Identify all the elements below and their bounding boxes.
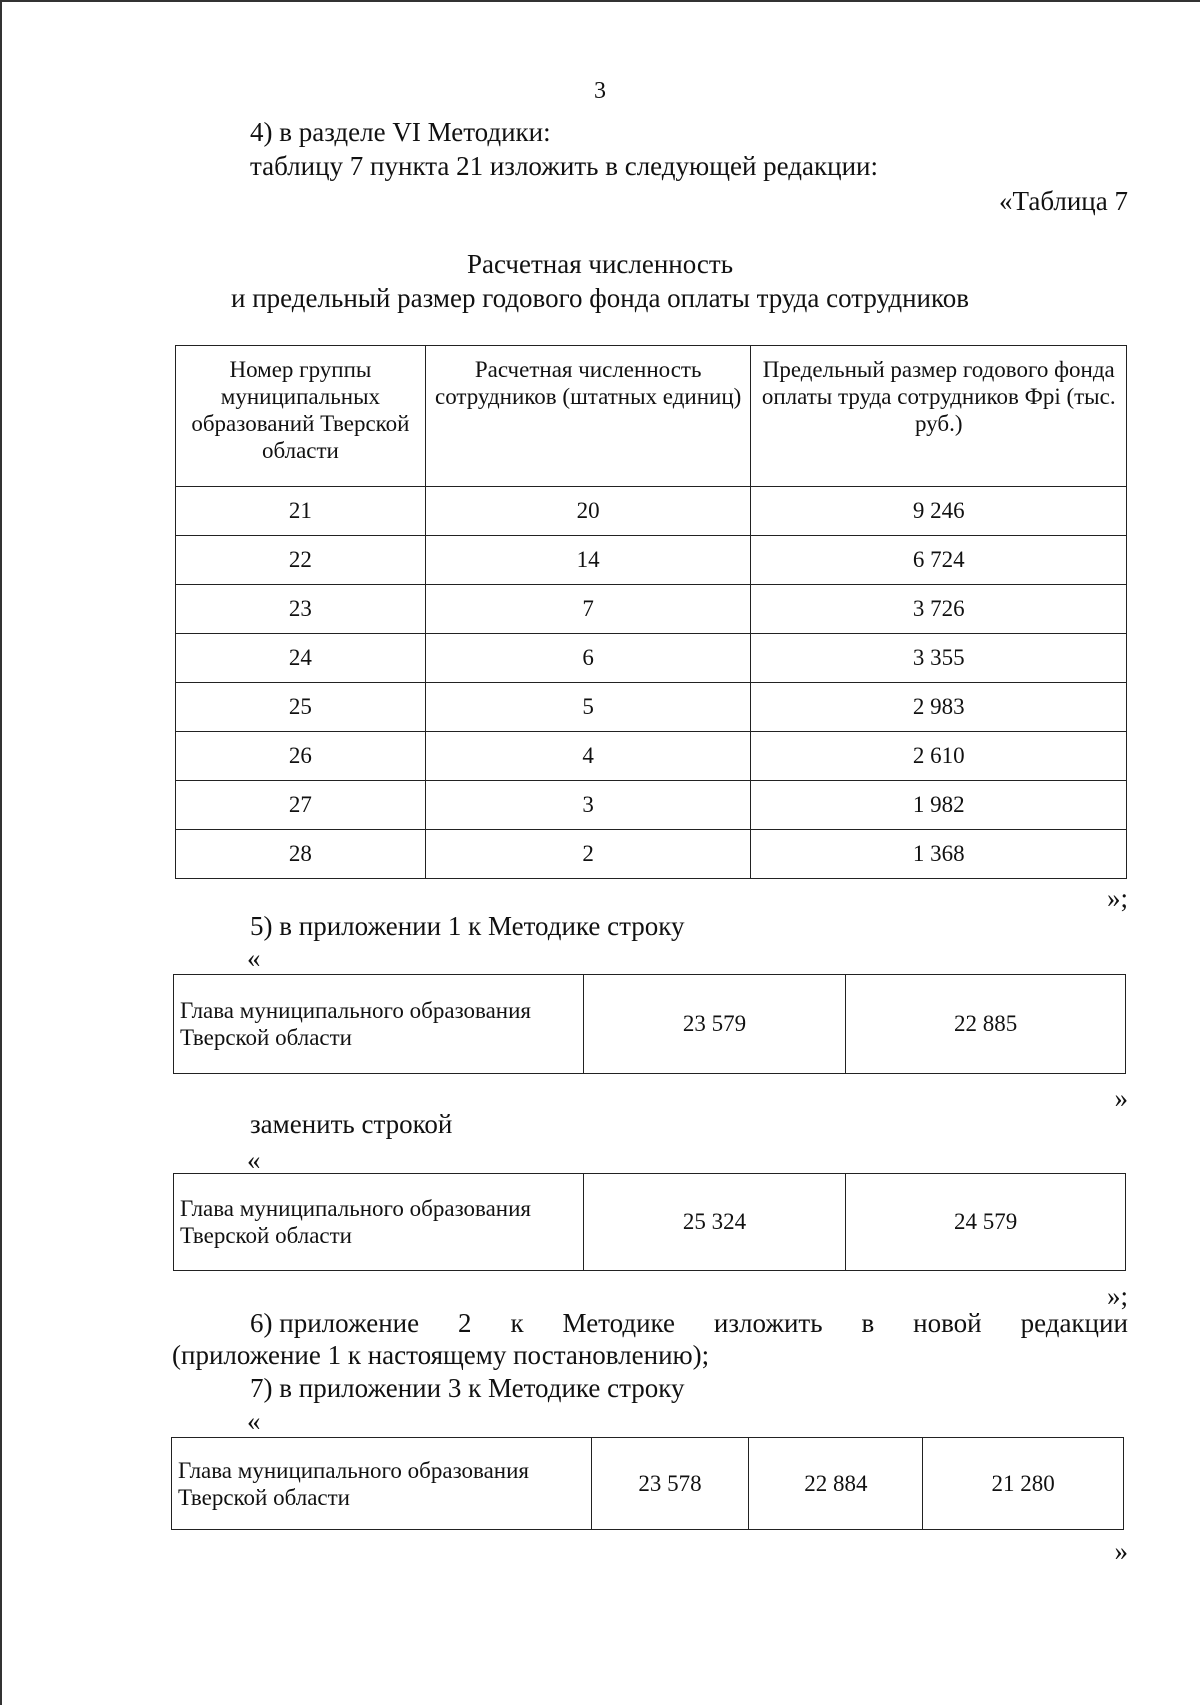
- table-cell: 25: [176, 683, 426, 732]
- table-cell: 1 368: [751, 830, 1127, 879]
- item5-line: 5) в приложении 1 к Методике строку: [250, 911, 685, 941]
- item6-word: 6) приложение: [250, 1308, 420, 1338]
- table7-header-fund: Предельный размер годового фонда оплаты труда сотрудников Фрi (тыс. руб.): [751, 346, 1127, 487]
- table7-closing-quote: »;: [1106, 883, 1128, 913]
- table-row: [172, 1438, 1124, 1530]
- table-cell: 23 579: [583, 975, 846, 1074]
- table-cell: 22 885: [846, 975, 1126, 1074]
- table-cell: 22: [176, 536, 426, 585]
- table-row: [176, 683, 1127, 732]
- item7-line: 7) в приложении 3 к Методике строку: [250, 1373, 685, 1403]
- table-cell: 23: [176, 585, 426, 634]
- table-cell: 7: [425, 585, 751, 634]
- item5-close-quote-2: »;: [1106, 1281, 1128, 1311]
- table-cell: 2 610: [751, 732, 1127, 781]
- table-cell: 23 578: [591, 1438, 749, 1530]
- table-cell: 21: [176, 487, 426, 536]
- item4-line1: 4) в разделе VI Методики:: [250, 117, 551, 147]
- table-cell: 21 280: [923, 1438, 1124, 1530]
- table-row: [176, 634, 1127, 683]
- item5-new-row-table: [173, 1173, 1126, 1271]
- table-cell: 27: [176, 781, 426, 830]
- table7-header-row: [176, 346, 1127, 487]
- table-cell: 24 579: [846, 1174, 1126, 1271]
- table-cell: 28: [176, 830, 426, 879]
- table-cell: 20: [425, 487, 751, 536]
- table-cell: 3 355: [751, 634, 1127, 683]
- item5-open-quote: «: [247, 943, 261, 973]
- table-cell: 24: [176, 634, 426, 683]
- table7-title-line1: Расчетная численность: [466, 249, 734, 279]
- table-cell-label: Глава муниципального образования Тверской области: [172, 1438, 592, 1530]
- table-row: [176, 585, 1127, 634]
- item6-word: Методике: [562, 1308, 675, 1338]
- table7-title-line2: и предельный размер годового фонда оплаты труда сотрудников: [231, 283, 969, 313]
- item7-close-quote: »: [1114, 1536, 1128, 1566]
- table-row: [176, 487, 1127, 536]
- item6-word: 2: [458, 1308, 472, 1338]
- item7-row-table: [171, 1437, 1124, 1530]
- table-cell-label: Глава муниципального образования Тверской области: [174, 975, 584, 1074]
- item5-open-quote-2: «: [247, 1145, 261, 1175]
- table-cell: 5: [425, 683, 751, 732]
- table-cell: 6: [425, 634, 751, 683]
- table-cell: 3: [425, 781, 751, 830]
- item6-line2: (приложение 1 к настоящему постановлению);: [172, 1340, 710, 1370]
- table-row: [174, 975, 1126, 1074]
- table-cell: 3 726: [751, 585, 1127, 634]
- table-row: [174, 1174, 1126, 1271]
- table-cell: 6 724: [751, 536, 1127, 585]
- table-cell: 2 983: [751, 683, 1127, 732]
- table-cell: 14: [425, 536, 751, 585]
- table-row: [176, 536, 1127, 585]
- table-row: [176, 732, 1127, 781]
- item6-word: редакции: [1020, 1308, 1128, 1338]
- table7-header-staff: Расчетная численность сотрудников (штатных единиц): [425, 346, 751, 487]
- table-row: [176, 781, 1127, 830]
- table-cell: 4: [425, 732, 751, 781]
- table7: [175, 345, 1127, 879]
- page-number: 3: [594, 78, 606, 104]
- table7-label: «Таблица 7: [999, 186, 1128, 216]
- item4-line2: таблицу 7 пункта 21 изложить в следующей редакции:: [250, 151, 878, 181]
- table-cell: 25 324: [583, 1174, 846, 1271]
- table-cell: 26: [176, 732, 426, 781]
- table-cell: 2: [425, 830, 751, 879]
- table-row: [176, 830, 1127, 879]
- table-cell: 1 982: [751, 781, 1127, 830]
- table-cell-label: Глава муниципального образования Тверской области: [174, 1174, 584, 1271]
- item6-word: к: [510, 1308, 524, 1338]
- table-cell: 9 246: [751, 487, 1127, 536]
- item6-word: новой: [913, 1308, 982, 1338]
- item5-old-row-table: [173, 974, 1126, 1074]
- scan-edge-top: [0, 0, 1200, 2]
- table7-header-group: Номер группы муниципальных образований Тверской области: [176, 346, 426, 487]
- item6-word: изложить: [713, 1308, 823, 1338]
- item6-word: в: [861, 1308, 875, 1338]
- item7-open-quote: «: [247, 1406, 261, 1436]
- table-cell: 22 884: [749, 1438, 923, 1530]
- item6-line1: [250, 1307, 1128, 1339]
- item5-close-quote: »: [1114, 1083, 1128, 1113]
- item5-replace-text: заменить строкой: [250, 1109, 453, 1139]
